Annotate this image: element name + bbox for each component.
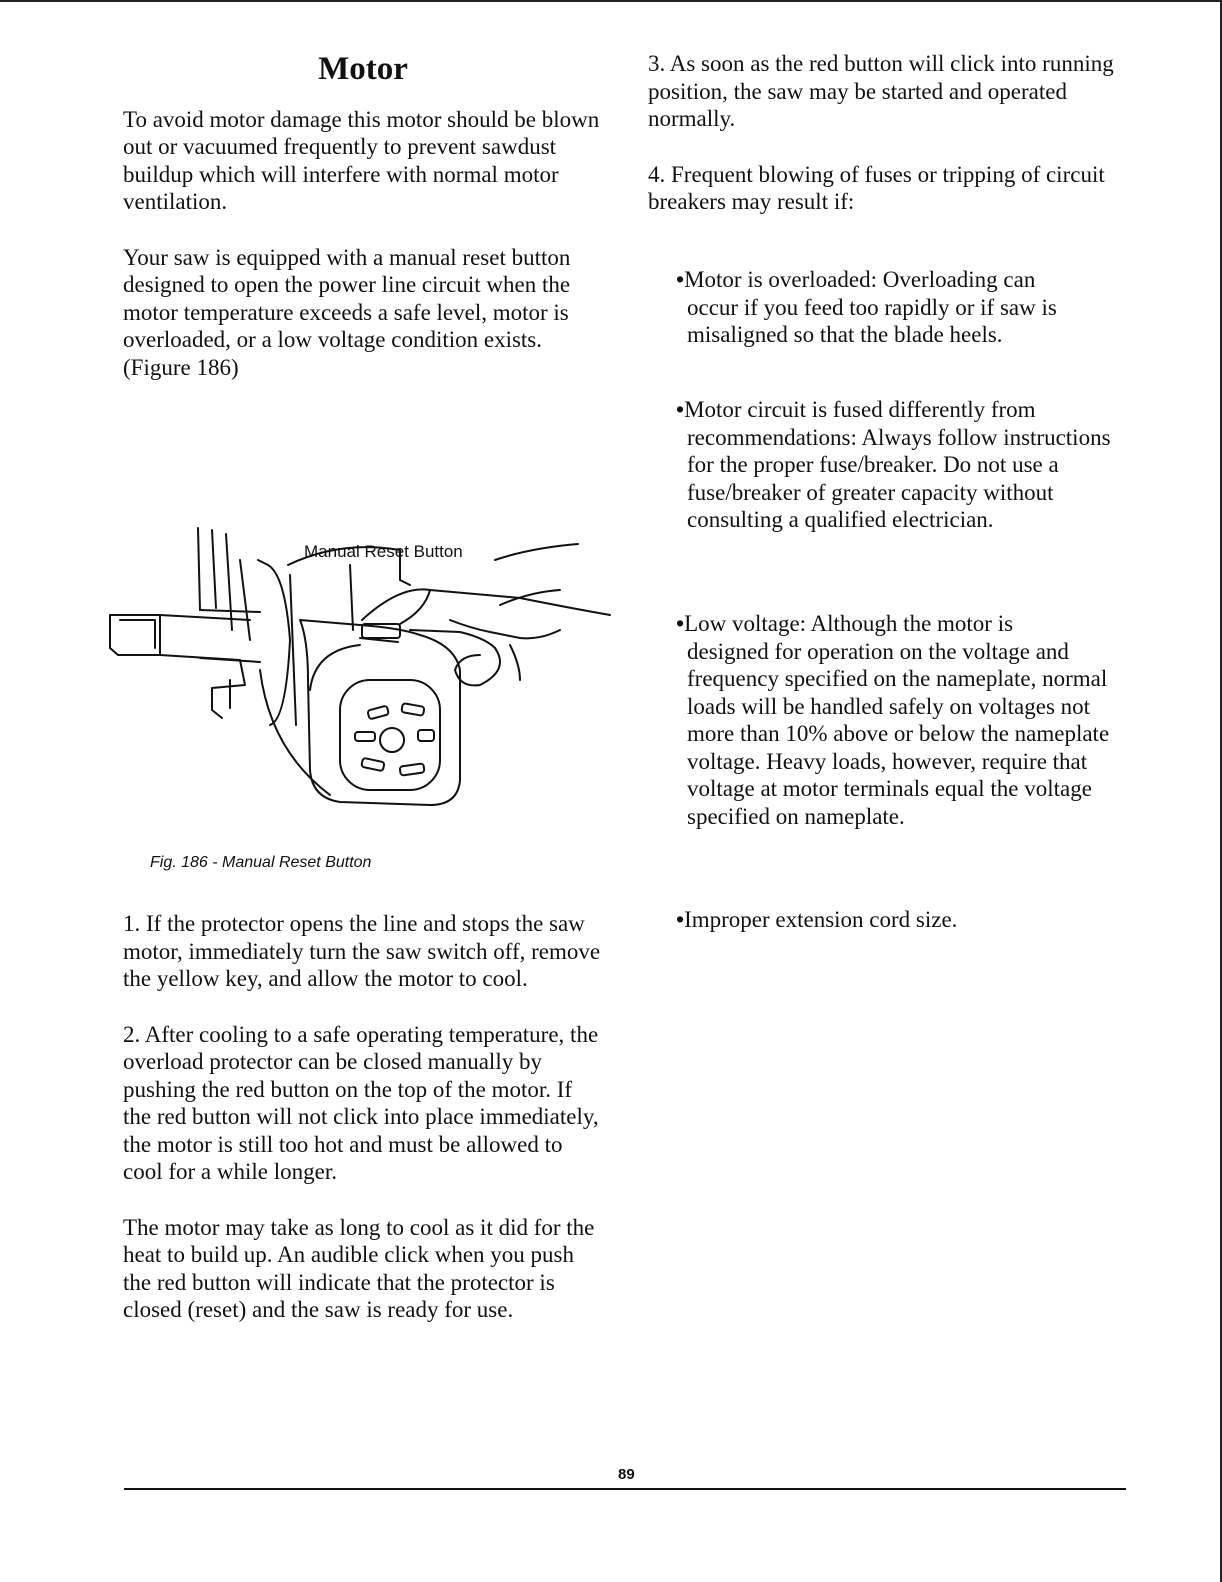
bullet-dot: • [676,907,685,932]
step-1: 1. If the protector opens the line and stops the saw motor, immediately turn the saw switch off, remove the yellow key, and allow the motor to cool. [123,911,601,991]
support-rail [198,528,250,640]
bullet-item [676,610,1116,830]
page-number: 89 [618,1466,635,1483]
bullet-text: Motor circuit is fused differently from [684,397,1036,422]
intro-paragraph-1: To avoid motor damage this motor should be blown out or vacuumed frequently to prevent sawdust buildup which will interfere with normal motor ventilation. [123,106,600,214]
intro-paragraph-2: Your saw is equipped with a manual reset button designed to open the power line circuit when the motor temperature exceeds a safe level, motor is overloaded, or a low voltage condition exists. (Figure 186) [123,244,571,380]
bullet-item [676,396,1116,534]
left-column [123,51,603,381]
page-title: Motor [318,51,408,87]
bullet-dot: • [676,267,685,292]
bullet-item [676,906,1116,934]
step-2: 2. After cooling to a safe operating temperature, the overload protector can be closed manually by pushing the red button on the top of the motor. If the red button will not click into place immediately, the motor is still too hot and must be allowed to cool for a while longer. [123,1021,599,1184]
step-3: 3. As soon as the red button will click into running position, the saw may be started and operated normally. [648,51,1114,131]
bullet-text: Motor is overloaded: Overloading can [684,267,1036,292]
motor-flange [258,560,296,725]
footer-rule [124,1488,1126,1490]
page-border-top [0,0,1222,2]
step-4: 4. Frequent blowing of fuses or tripping of circuit breakers may result if: [648,161,1105,214]
bullet-text-continued: recommendations: Always follow instructions for the proper fuse/breaker. Do not use a fuse/breaker of greater capacity without consulting a qualified electrician. [687,424,1111,532]
motor-illustration [100,520,620,810]
bullet-text-continued: designed for operation on the voltage and frequency specified on the nameplate, normal loads will be handled safely on voltages not more than 10% above or below the nameplate voltage. Heavy loads, however, require that voltage at motor terminals equal the voltage specified on nameplate. [687,638,1110,829]
figure-label: Manual Reset Button [304,542,463,561]
left-column-steps [123,910,603,1324]
bullet-text-continued: occur if you feed too rapidly or if saw is misaligned so that the blade heels. [687,294,1057,347]
closing-paragraph: The motor may take as long to cool as it did for the heat to build up. An audible click when you push the red button will indicate that the protector is closed (reset) and the saw is ready for use. [123,1214,595,1322]
bullet-dot: • [676,611,685,636]
bullet-item [676,266,1116,349]
figure-caption: Fig. 186 - Manual Reset Button [150,854,372,871]
bullet-dot: • [676,397,685,422]
bullet-text: Low voltage: Although the motor is [684,611,1014,636]
right-column [648,50,1128,216]
saw-arm [110,615,250,655]
bullet-text: Improper extension cord size. [684,907,958,932]
motor-housing [300,620,460,805]
